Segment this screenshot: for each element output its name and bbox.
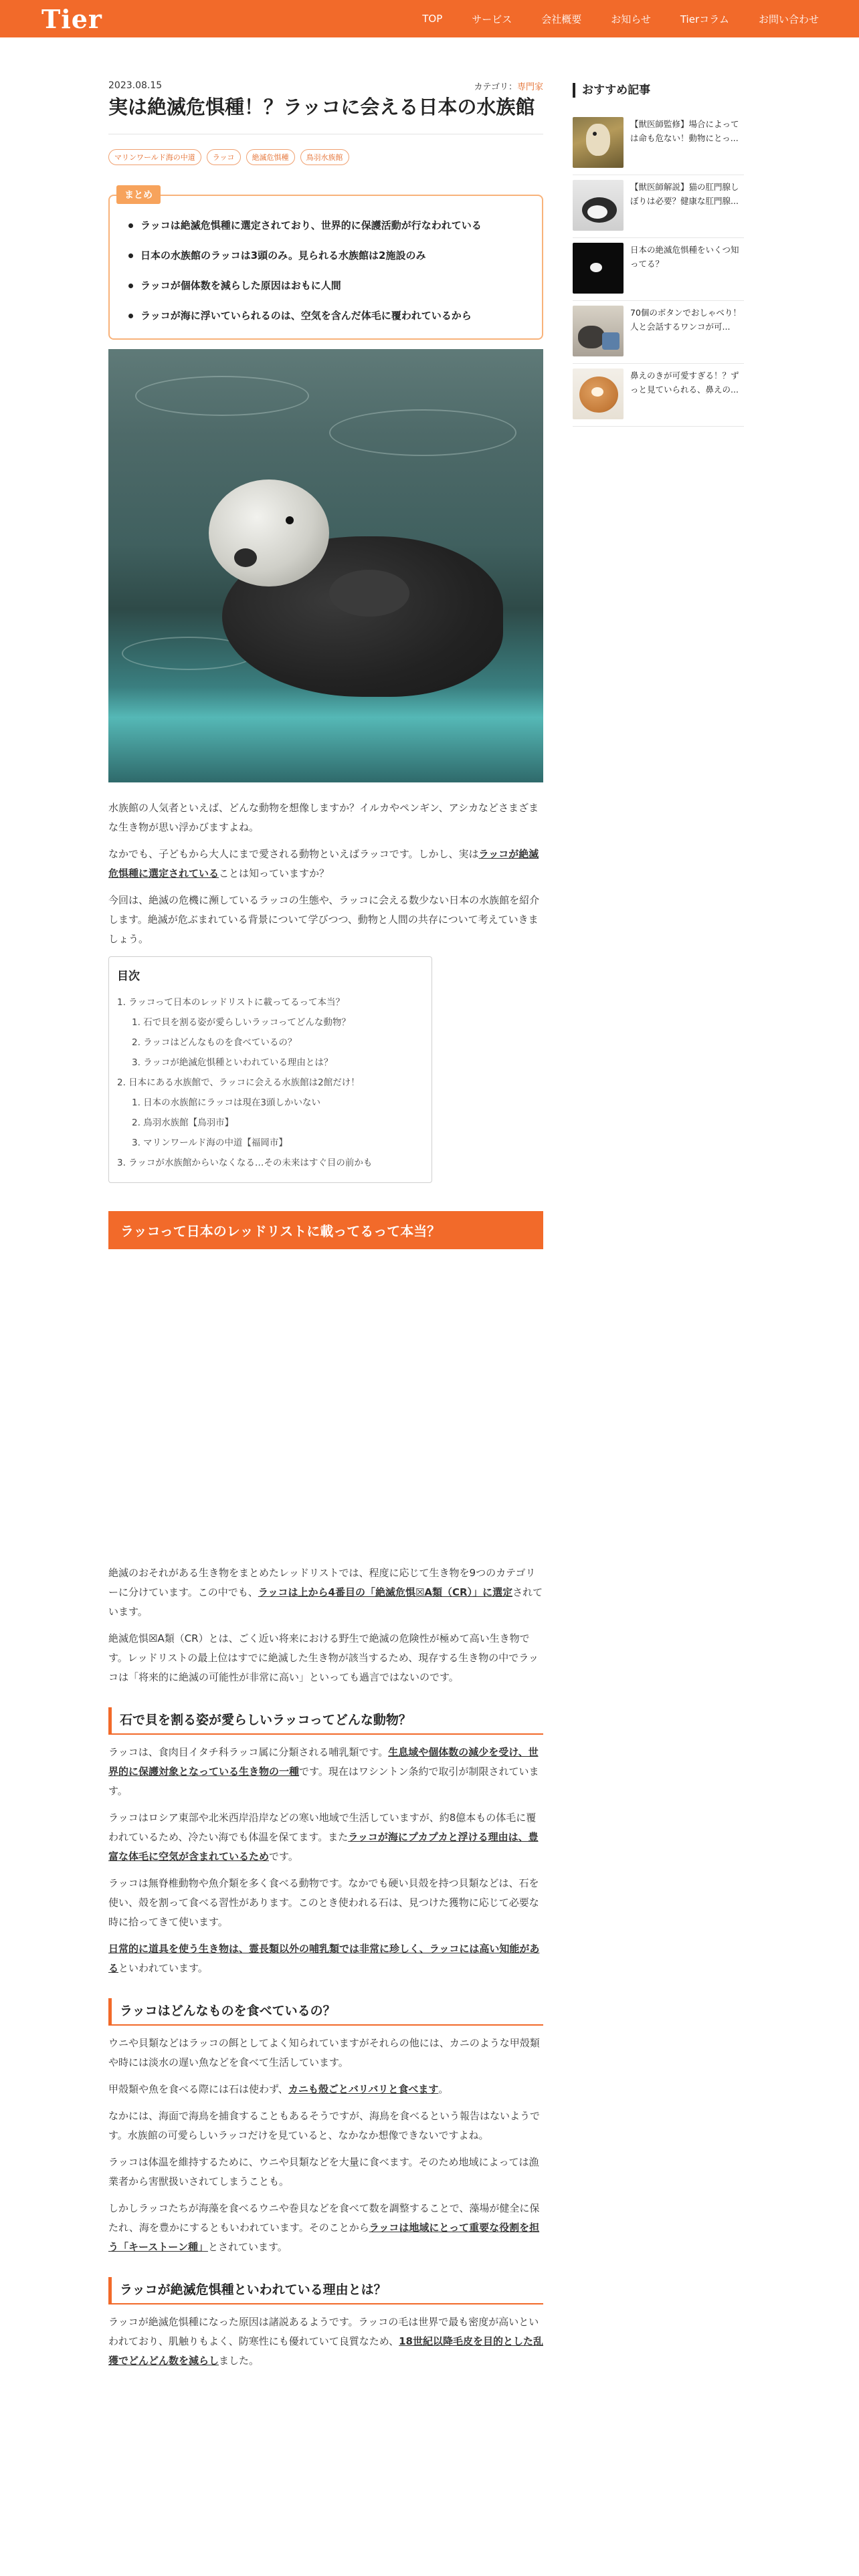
category-label: カテゴリ： <box>474 82 517 92</box>
toc-link[interactable]: 3. ラッコが水族館からいなくなる…その未来はすぐ目の前かも <box>117 1158 373 1168</box>
food-paragraph <box>108 2199 543 2257</box>
subsection-heading: 石で貝を割る姿が愛らしいラッコってどんな動物？ <box>108 1707 543 1735</box>
text: ラッコはロシア東部や北米西岸沿岸などの寒い地域で生活していますが、約8億本もの体毛に覆われているため、冷たい海でも体温を保てます。また <box>108 1812 537 1843</box>
page-title: 実は絶滅危惧種！？ラッコに会える日本の水族館 <box>108 96 535 118</box>
summary-box <box>108 190 543 340</box>
recommended-article[interactable] <box>573 238 744 301</box>
intro-paragraph <box>108 845 543 883</box>
otter-nose <box>234 548 257 567</box>
redlist-paragraph: 絶滅危惧☒A類（CR）とは、ごく近い将来における野生で絶滅の危険性が極めて高い生き物です。レッドリストの最上位はすでに絶滅した生き物が該当するため、現存する生き物の中でラッコは「将来的に絶滅の可能性が非常に高い」といっても過言ではないのです。 <box>108 1632 539 1683</box>
toc-link[interactable]: 1. ラッコって日本のレッドリストに載ってるって本当？ <box>117 997 345 1008</box>
emphasis: 18世紀以降毛皮を目的とした乱獲でどんどん数を減らし <box>108 2335 543 2367</box>
recommended-title[interactable]: 日本の絶滅危惧種をいくつ知ってる？ <box>630 245 739 269</box>
food-paragraph <box>108 2080 543 2099</box>
enoki-thumbnail <box>573 368 624 419</box>
section-heading: ラッコって日本のレッドリストに載ってるって本当？ <box>108 1211 543 1249</box>
text: とされています。 <box>207 2241 288 2253</box>
about-paragraph <box>108 1808 543 1866</box>
recommended-title[interactable]: 【獣医師解説】猫の肛門腺しぼりは必要？健康な肛門腺... <box>630 182 739 206</box>
text: ました。 <box>219 2355 260 2367</box>
text: 。 <box>438 2083 449 2095</box>
subsection-heading: ラッコはどんなものを食べているの？ <box>108 1998 543 2026</box>
toc-title: 目次 <box>117 970 140 983</box>
article-meta <box>108 78 543 92</box>
tag-sea-otter[interactable]: ラッコ <box>207 149 241 165</box>
summary-item: 日本の水族館のラッコは3頭のみ。見られる水族館は2施設のみ <box>124 247 529 263</box>
recommended-article[interactable] <box>573 301 744 364</box>
water-ripple <box>329 409 516 456</box>
summary-label: まとめ <box>116 185 161 204</box>
subsection-heading: ラッコが絶滅危惧種といわれている理由とは？ <box>108 2277 543 2304</box>
emphasis: 生息域や個体数の減少を受け、世界的に保護対象となっている生き物の一種 <box>108 1746 539 1778</box>
text: ことは知っていますか？ <box>219 867 330 879</box>
food-paragraph: ウニや貝類などはラッコの餌としてよく知られていますがそれらの他には、カニのような甲殻類や時には淡水の遅い魚などを食べて生活しています。 <box>108 2037 540 2068</box>
otter-paw <box>329 570 409 617</box>
reason-paragraph <box>108 2313 543 2371</box>
toc-link[interactable]: 1. 日本の水族館にラッコは現在3頭しかいない <box>132 1097 320 1108</box>
text: ラッコは、食肉目イタチ科ラッコ属に分類される哺乳類です。 <box>108 1746 389 1758</box>
text: です。現在はワシントン条約で取引が制限されています。 <box>108 1765 539 1797</box>
sea-otter-photo <box>108 349 543 782</box>
nav-column[interactable]: Tierコラム <box>680 13 729 25</box>
summary-item: ラッコが個体数を減らした原因はおもに人間 <box>124 278 529 294</box>
nav-contact[interactable]: お問い合わせ <box>758 13 819 25</box>
text: しかしラッコたちが海藻を食べるウニや巻貝などを食べて数を調整することで、藻場が健全に保たれ、海を豊かにするともいわれています。そのことから <box>108 2202 540 2234</box>
recommended-title[interactable]: 70個のボタンでおしゃべり！人と会話するワンコが可... <box>630 308 741 332</box>
toc-link[interactable]: 2. ラッコはどんなものを食べているの？ <box>132 1037 297 1048</box>
toc-link[interactable]: 3. ラッコが絶滅危惧種といわれている理由とは？ <box>132 1057 333 1068</box>
text: ラッコが絶滅危惧種になった原因は諸説あるようです。ラッコの毛は世界で最も密度が高いといわれており、肌触りもよく、防寒性にも優れていて良質なため、 <box>108 2316 539 2347</box>
food-paragraph: ラッコは体温を維持するために、ウニや貝類などを大量に食べます。そのため地域によっては漁業者から害獣扱いされてしまうことも。 <box>108 2156 539 2187</box>
cat-thumbnail <box>573 180 624 231</box>
text: 甲殻類や魚を食べる際には石は使わず、 <box>108 2083 288 2095</box>
toc-link[interactable]: 2. 日本にある水族館で、ラッコに会える水族館は2館だけ！ <box>117 1077 360 1088</box>
redlist-paragraph <box>108 1564 543 1622</box>
category-link[interactable]: 専門家 <box>516 82 543 92</box>
table-of-contents <box>108 956 432 1183</box>
about-paragraph <box>108 1939 543 1978</box>
animal-thumbnail <box>573 243 624 294</box>
intro <box>108 798 543 949</box>
post-category <box>474 80 544 92</box>
tag-endangered[interactable]: 絶滅危惧種 <box>246 149 295 165</box>
recommended-title[interactable]: 【獣医師監修】場合によっては命も危ない！動物にとっ... <box>630 119 739 143</box>
emphasis: ラッコが海にプカプカと浮ける理由は、豊富な体毛に空気が含まれているため <box>108 1831 539 1862</box>
text: といわれています。 <box>118 1962 208 1974</box>
recommended-article[interactable] <box>573 112 744 175</box>
about-paragraph: ラッコは無脊椎動物や魚介類を多く食べる動物です。なかでも硬い貝殻を持つ貝類などは、石を使い、殻を割って食べる習性があります。このとき使われる石は、見つけた獲物に応じて必要な時に拾ってきて使います。 <box>108 1877 539 1928</box>
dog-thumbnail <box>573 117 624 168</box>
site-logo[interactable]: Tier <box>41 4 102 34</box>
toc-link[interactable]: 3. マリンワールド海の中道【福岡市】 <box>132 1138 288 1148</box>
summary-item: ラッコは絶滅危惧種に選定されており、世界的に保護活動が行なわれている <box>124 217 529 233</box>
recommended-article[interactable] <box>573 364 744 427</box>
text: されています。 <box>108 1586 543 1618</box>
text: 絶滅のおそれがある生き物をまとめたレッドリストでは、程度に応じて生き物を9つのカテゴリーに分けています。この中でも、 <box>108 1567 536 1598</box>
nav-top[interactable]: TOP <box>422 13 443 25</box>
sidebar <box>573 83 744 427</box>
recommended-list <box>573 112 744 427</box>
sidebar-title: おすすめ記事 <box>573 83 744 98</box>
emphasis: ラッコは上から4番目の「絶滅危惧☒A類（CR）」に選定 <box>258 1586 513 1598</box>
nav-service[interactable]: サービス <box>472 13 512 25</box>
summary-item: ラッコが海に浮いていられるのは、空気を含んだ体毛に覆われているから <box>124 308 529 324</box>
intro-paragraph: 水族館の人気者といえば、どんな動物を想像しますか？イルカやペンギン、アシカなどさまざまな生き物が思い浮かびますよね。 <box>108 802 539 833</box>
ad-space <box>108 1249 543 1564</box>
about-paragraph <box>108 1743 543 1801</box>
recommended-article[interactable] <box>573 175 744 238</box>
global-nav <box>422 0 819 37</box>
text: なかでも、子どもから大人にまで愛される動物といえばラッコです。しかし、実は <box>108 848 479 860</box>
emphasis: ラッコが絶滅危惧種に選定されている <box>108 848 539 879</box>
emphasis: カニも殻ごとバリバリと食べます <box>288 2083 439 2095</box>
tag-marine-world[interactable]: マリンワールド海の中道 <box>108 149 201 165</box>
post-date: 2023.08.15 <box>108 80 163 91</box>
emphasis: 日常的に道具を使う生き物は、霊長類以外の哺乳類では非常に珍しく、ラッコには高い知能がある <box>108 1943 540 1974</box>
recommended-title[interactable]: 鼻えのきが可愛すぎる！？ずっと見ていられる、鼻えの... <box>630 370 739 395</box>
toc-link[interactable]: 2. 鳥羽水族館【鳥羽市】 <box>132 1117 234 1128</box>
summary-list <box>124 217 529 324</box>
tag-list <box>108 149 543 165</box>
water-ripple <box>135 376 309 416</box>
dog-buttons-thumbnail <box>573 306 624 356</box>
text: です。 <box>269 1850 298 1862</box>
nav-news[interactable]: お知らせ <box>611 13 651 25</box>
toc-link[interactable]: 1. 石で貝を割る姿が愛らしいラッコってどんな動物？ <box>132 1017 351 1028</box>
otter-head <box>209 479 329 586</box>
site-header <box>0 0 859 37</box>
article <box>108 78 543 2378</box>
otter-eye <box>286 516 294 524</box>
intro-paragraph: 今回は、絶滅の危機に瀕しているラッコの生態や、ラッコに会える数少ない日本の水族館を紹介します。絶滅が危ぶまれている背景について学びつつ、動物と人間の共存について考えていきましょう。 <box>108 894 540 945</box>
emphasis: ラッコは地域にとって重要な役割を担う「キーストーン種」 <box>108 2222 540 2253</box>
tag-toba-aquarium[interactable]: 鳥羽水族館 <box>300 149 349 165</box>
food-paragraph: なかには、海面で海鳥を捕食することもあるそうですが、海鳥を食べるという報告はないようです。水族館の可愛らしいラッコだけを見ていると、なかなか想像できないですよね。 <box>108 2110 541 2141</box>
nav-company[interactable]: 会社概要 <box>541 13 582 25</box>
